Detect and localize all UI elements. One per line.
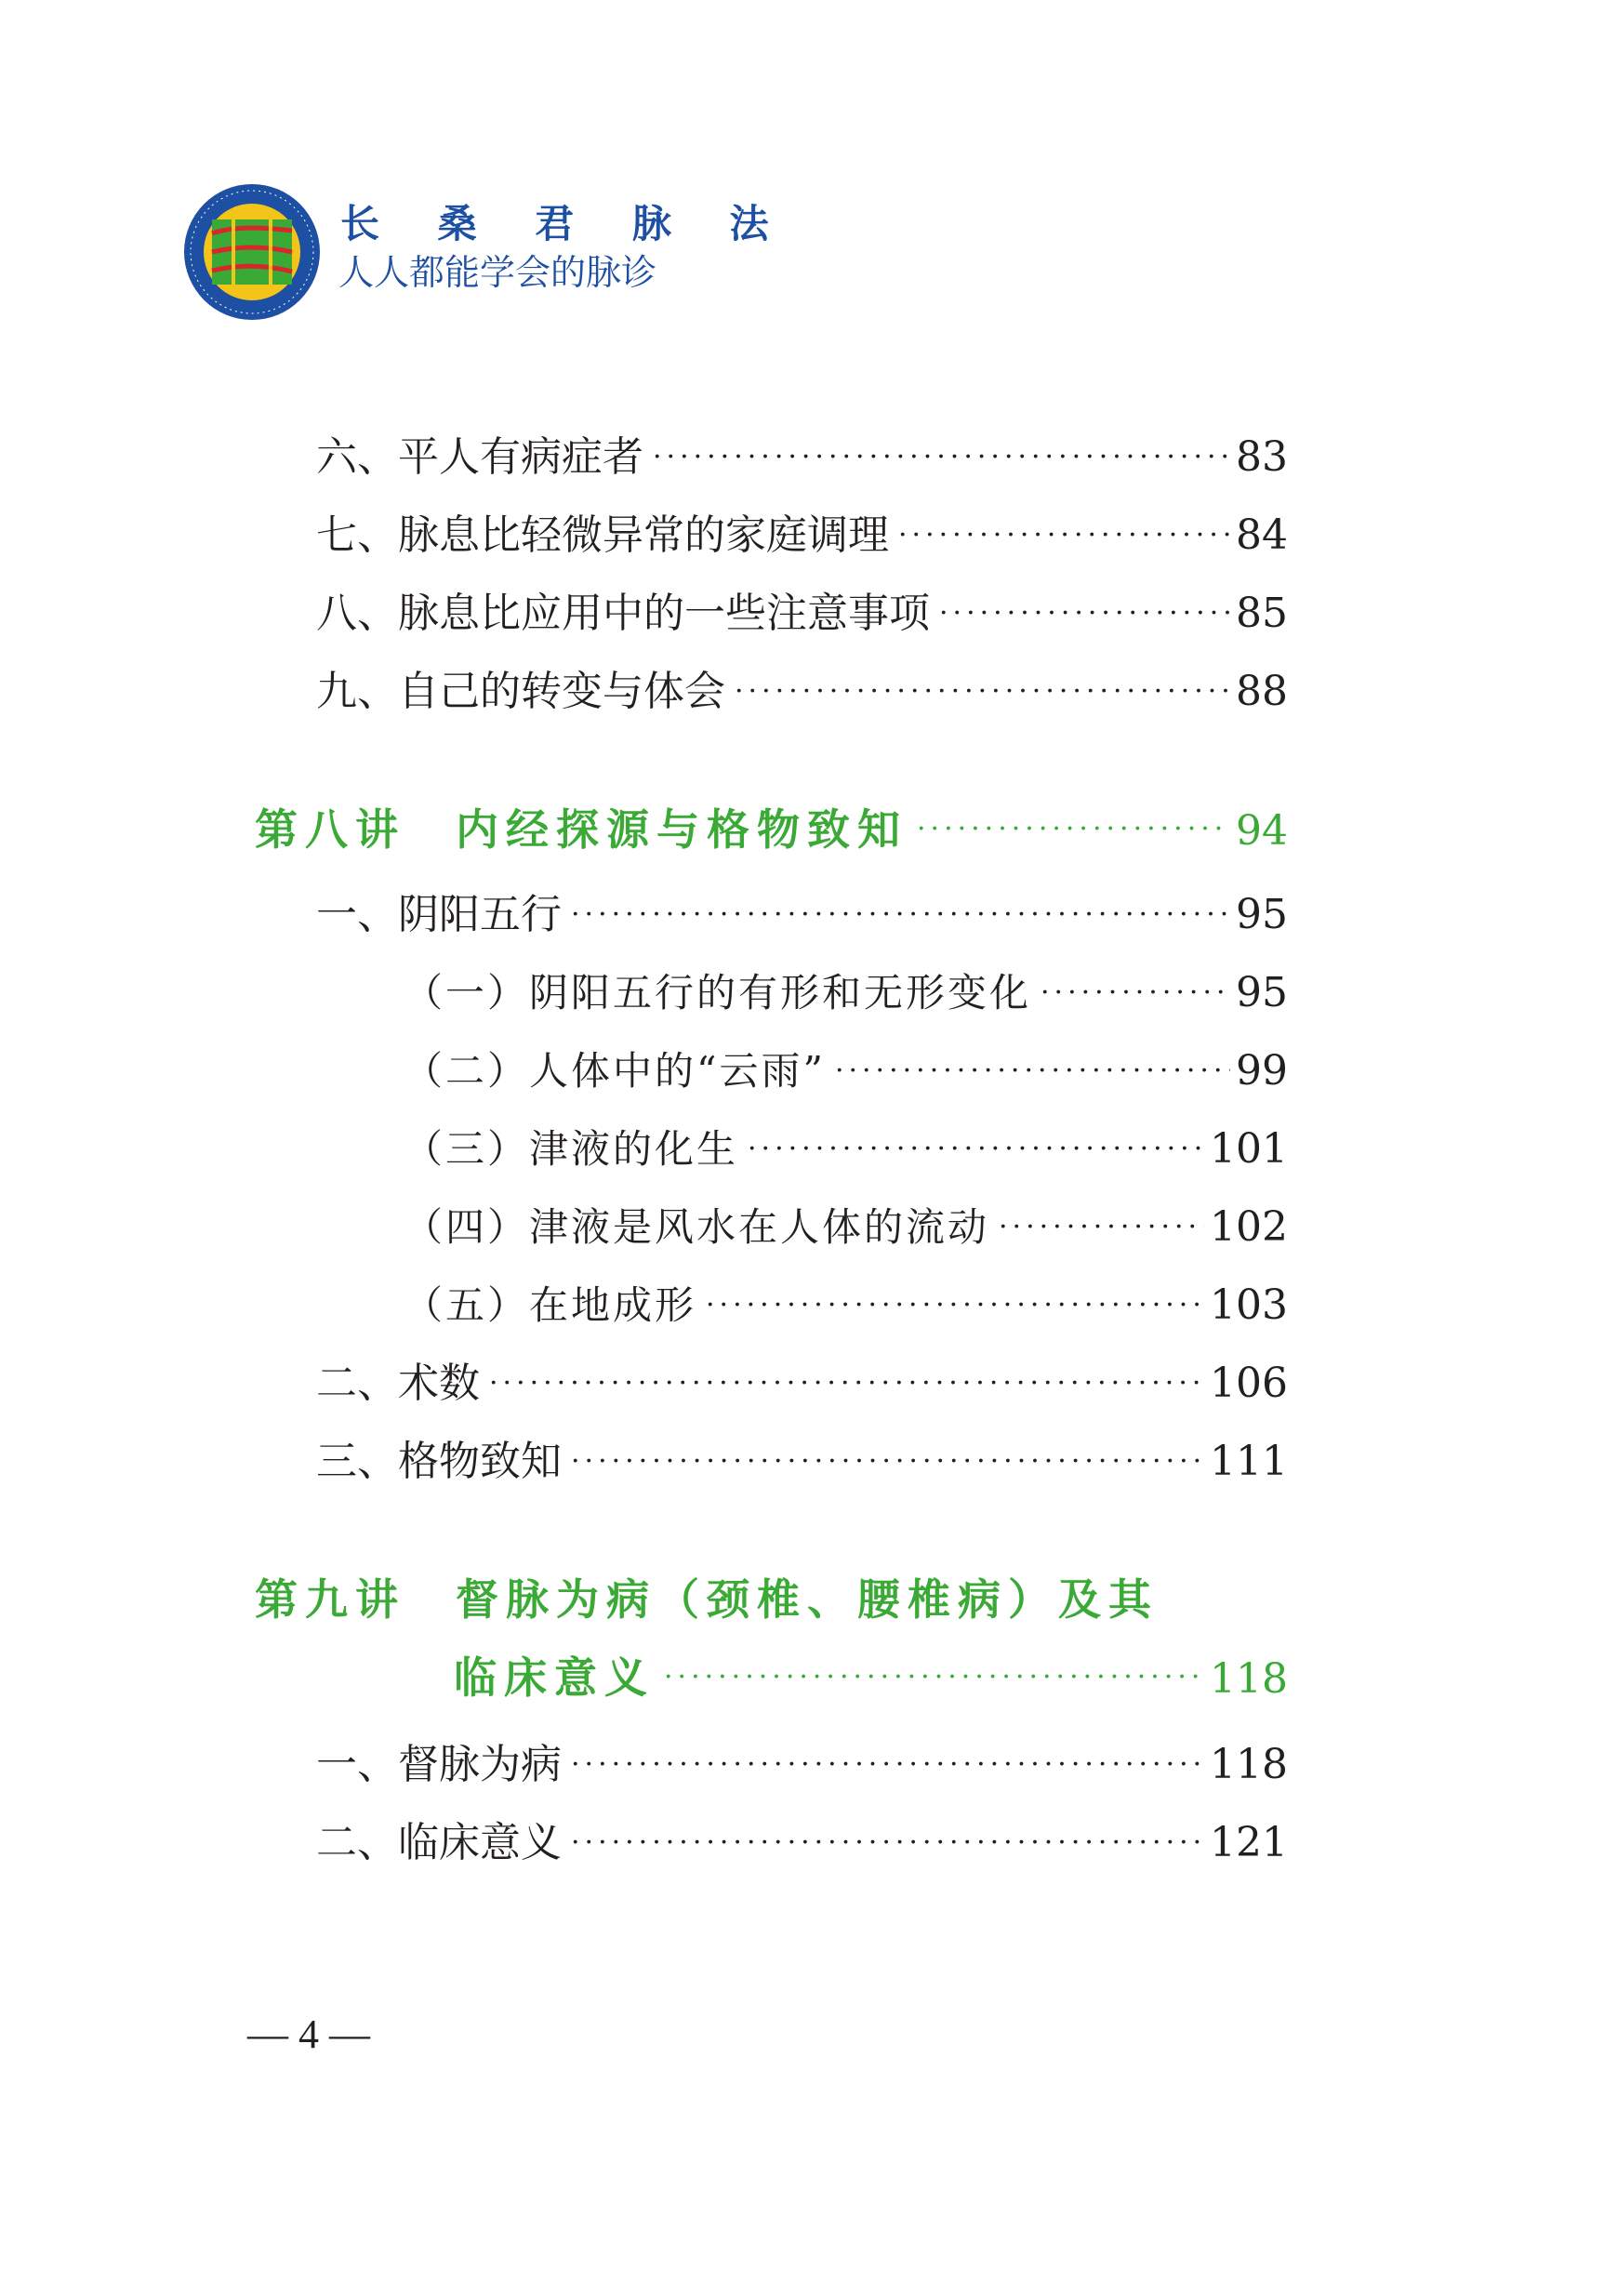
toc-entry-page: 121 [1210,1819,1288,1866]
leader-dots [917,811,1230,848]
toc-entry-title: 三、格物致知 [316,1438,562,1485]
toc-entry[interactable] [316,508,1288,564]
toc-entry-page: 88 [1236,668,1288,715]
toc-entry[interactable] [316,664,1288,720]
toc-entry-title: 一、阴阳五行 [316,891,562,938]
leader-dots [571,1746,1204,1784]
toc-entry-title: （二）人体中的“云雨” [404,1048,826,1094]
toc-entry-page: 84 [1236,511,1288,559]
toc-entry[interactable] [316,586,1288,642]
toc-entry-page: 99 [1236,1047,1288,1095]
toc-entry-title: （一）阴阳五行的有形和无形变化 [404,970,1032,1015]
leader-dots [835,1053,1230,1090]
leader-dots [706,1287,1204,1324]
toc-subentry[interactable] [404,1278,1288,1334]
toc-entry-title: 二、术数 [316,1360,480,1407]
leader-dots [571,1443,1204,1480]
toc-entry-page: 101 [1210,1125,1288,1173]
leader-dots [489,1365,1204,1402]
toc-entry-page: 103 [1210,1281,1288,1329]
toc-entry[interactable] [316,1356,1288,1412]
toc-entry[interactable] [316,887,1288,943]
chapter-page: 94 [1236,807,1288,855]
toc-entry-title: 九、自己的转变与体会 [316,668,725,715]
toc-entry[interactable] [316,1434,1288,1490]
brand-title: 长 桑 君 脉 法 [340,201,791,246]
toc-entry-title: 六、平人有病症者 [316,433,643,481]
toc-entry-page: 85 [1236,590,1288,637]
toc-entry-page: 111 [1210,1438,1288,1485]
leader-dots [653,439,1230,476]
leader-dots [571,1825,1204,1862]
toc-entry[interactable] [316,1815,1288,1871]
leader-dots [898,517,1230,554]
chapter-title: 临床意义 [454,1652,655,1703]
toc-entry-title: 一、督脉为病 [316,1741,562,1788]
leader-dots [748,1131,1204,1168]
page-number: — 4 — [247,2011,370,2057]
toc-entry[interactable] [316,1737,1288,1793]
toc-entry-title: （四）津液是风水在人体的流动 [404,1204,990,1250]
toc-entry-page: 83 [1236,433,1288,481]
toc-subentry[interactable] [404,1121,1288,1177]
brand-subtitle: 人人都能学会的脉诊 [338,252,657,293]
leader-dots [1041,975,1230,1012]
toc-entry-title: 二、临床意义 [316,1819,562,1866]
leader-dots [999,1209,1204,1246]
leader-dots [939,595,1230,632]
toc-entry-page: 95 [1236,891,1288,938]
chapter-heading-9-line1[interactable]: 第九讲 督脉为病（颈椎、腰椎病）及其 [255,1574,1159,1625]
toc-entry-title: 八、脉息比应用中的一些注意事项 [316,590,930,637]
toc-subentry[interactable] [404,1200,1288,1255]
toc-entry-page: 118 [1210,1741,1288,1788]
toc-entry-title: 七、脉息比轻微异常的家庭调理 [316,511,889,559]
toc-entry-page: 106 [1210,1360,1288,1407]
toc-entry-title: （五）在地成形 [404,1282,697,1328]
toc-entry-page: 95 [1236,969,1288,1016]
chapter-title: 第八讲 内经探源与格物致知 [255,804,908,855]
leader-dots [571,896,1230,934]
toc-entry-title: （三）津液的化生 [404,1126,739,1172]
chapter-heading-8[interactable] [255,802,1288,857]
chapter-heading-9[interactable] [454,1650,1288,1705]
toc-entry[interactable] [316,430,1288,485]
toc-subentry[interactable] [404,1043,1288,1099]
leader-dots [735,673,1230,710]
chapter-page: 118 [1210,1655,1288,1703]
toc-subentry[interactable] [404,965,1288,1021]
leader-dots [664,1659,1204,1696]
toc-entry-page: 102 [1210,1203,1288,1251]
